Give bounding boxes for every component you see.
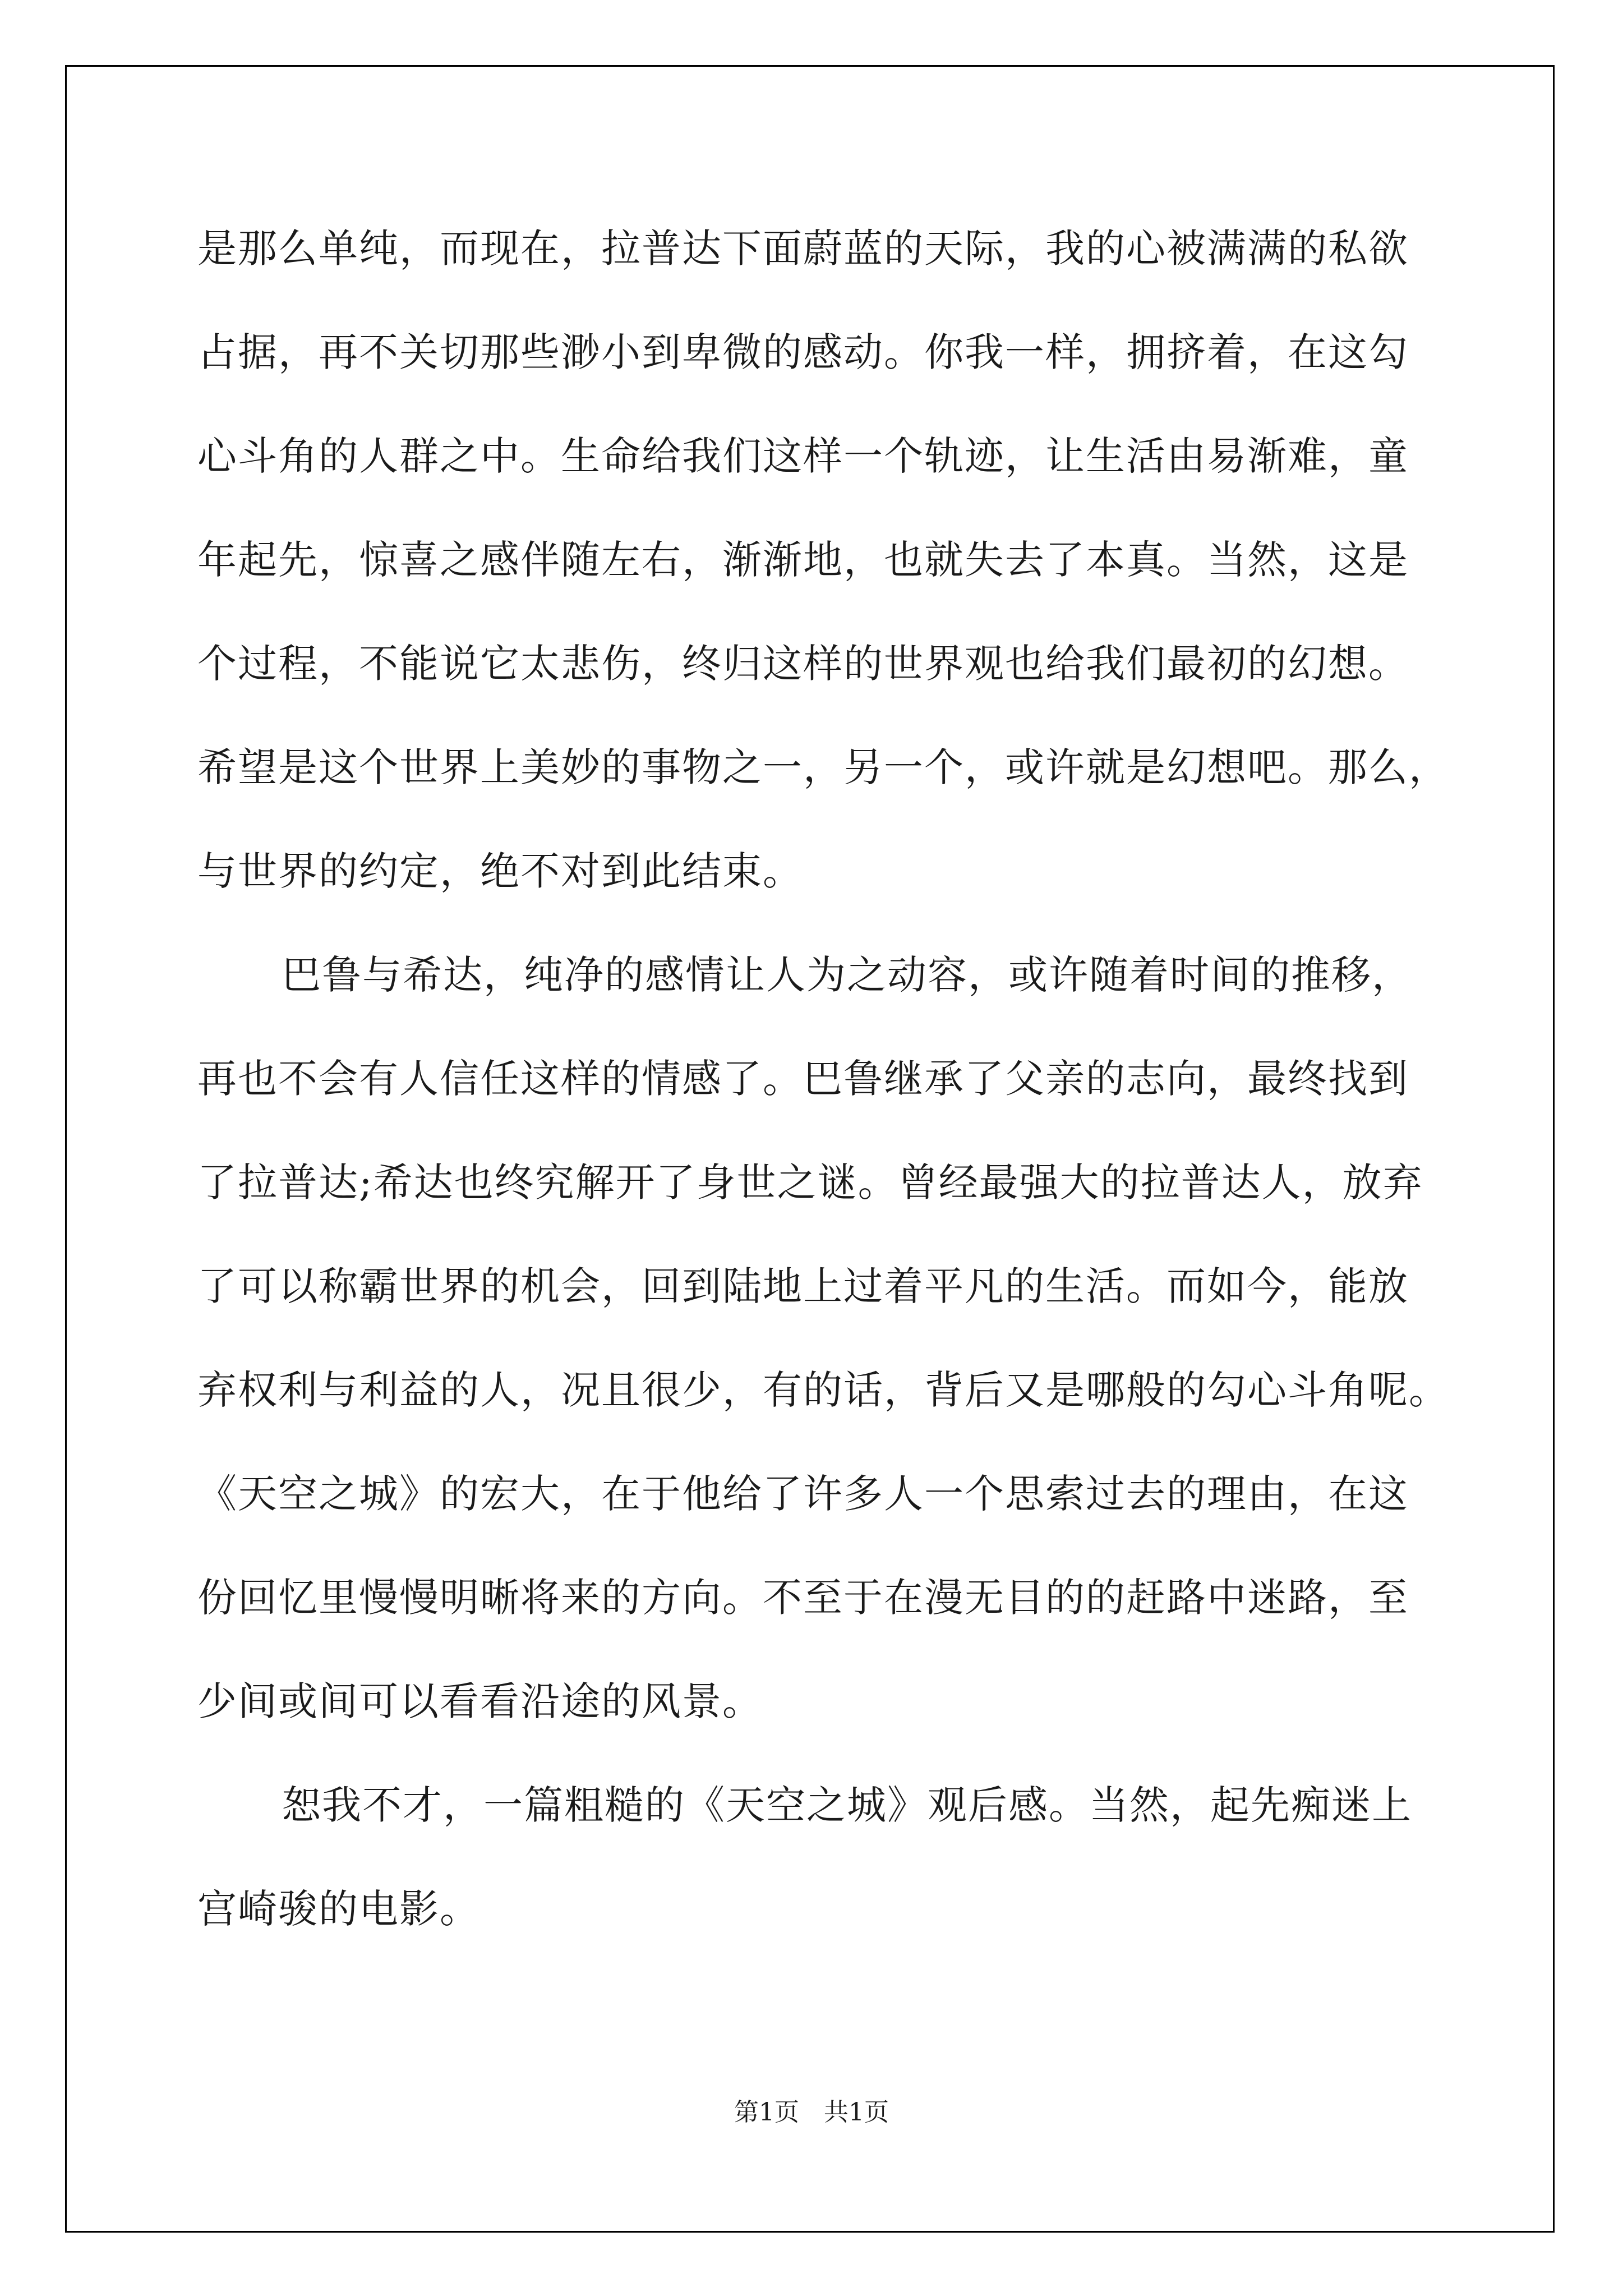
text-line: 再也不会有人信任这样的情感了。巴鲁继承了父亲的志向，最终找到 <box>197 1056 1409 1102</box>
text-line: 占据，再不关切那些渺小到卑微的感动。你我一样，拥挤着，在这勾 <box>197 329 1409 375</box>
text-line: 与世界的约定，绝不对到此结束。 <box>197 848 803 894</box>
text-line: 弃权利与利益的人，况且很少，有的话，背后又是哪般的勾心斗角呢。 <box>197 1367 1449 1413</box>
text-line: 个过程，不能说它太悲伤，终归这样的世界观也给我们最初的幻想。 <box>197 641 1409 687</box>
text-line: 希望是这个世界上美妙的事物之一，另一个，或许就是幻想吧。那么， <box>197 744 1449 790</box>
text-line: 少间或间可以看看沿途的风景。 <box>197 1678 763 1724</box>
text-line: 巴鲁与希达，纯净的感情让人为之动容，或许随着时间的推移， <box>282 952 1412 998</box>
page-number: 第1页 共1页 <box>734 2098 889 2127</box>
text-line: 恕我不才，一篇粗糙的《天空之城》观后感。当然，起先痴迷上 <box>282 1782 1412 1828</box>
text-line: 了拉普达;希达也终究解开了身世之谜。曾经最强大的拉普达人，放弃 <box>197 1159 1423 1205</box>
text-line: 《天空之城》的宏大，在于他给了许多人一个思索过去的理由，在这 <box>197 1471 1409 1517</box>
text-line: 年起先，惊喜之感伴随左右，渐渐地，也就失去了本真。当然，这是 <box>197 537 1409 583</box>
text-line: 宫崎骏的电影。 <box>197 1886 480 1932</box>
text-line: 心斗角的人群之中。生命给我们这样一个轨迹，让生活由易渐难，童 <box>197 433 1409 479</box>
text-line: 份回忆里慢慢明晰将来的方向。不至于在漫无目的的赶路中迷路，至 <box>197 1575 1409 1621</box>
text-line: 是那么单纯，而现在，拉普达下面蔚蓝的天际，我的心被满满的私欲 <box>197 226 1409 272</box>
text-line: 了可以称霸世界的机会，回到陆地上过着平凡的生活。而如今，能放 <box>197 1263 1409 1309</box>
